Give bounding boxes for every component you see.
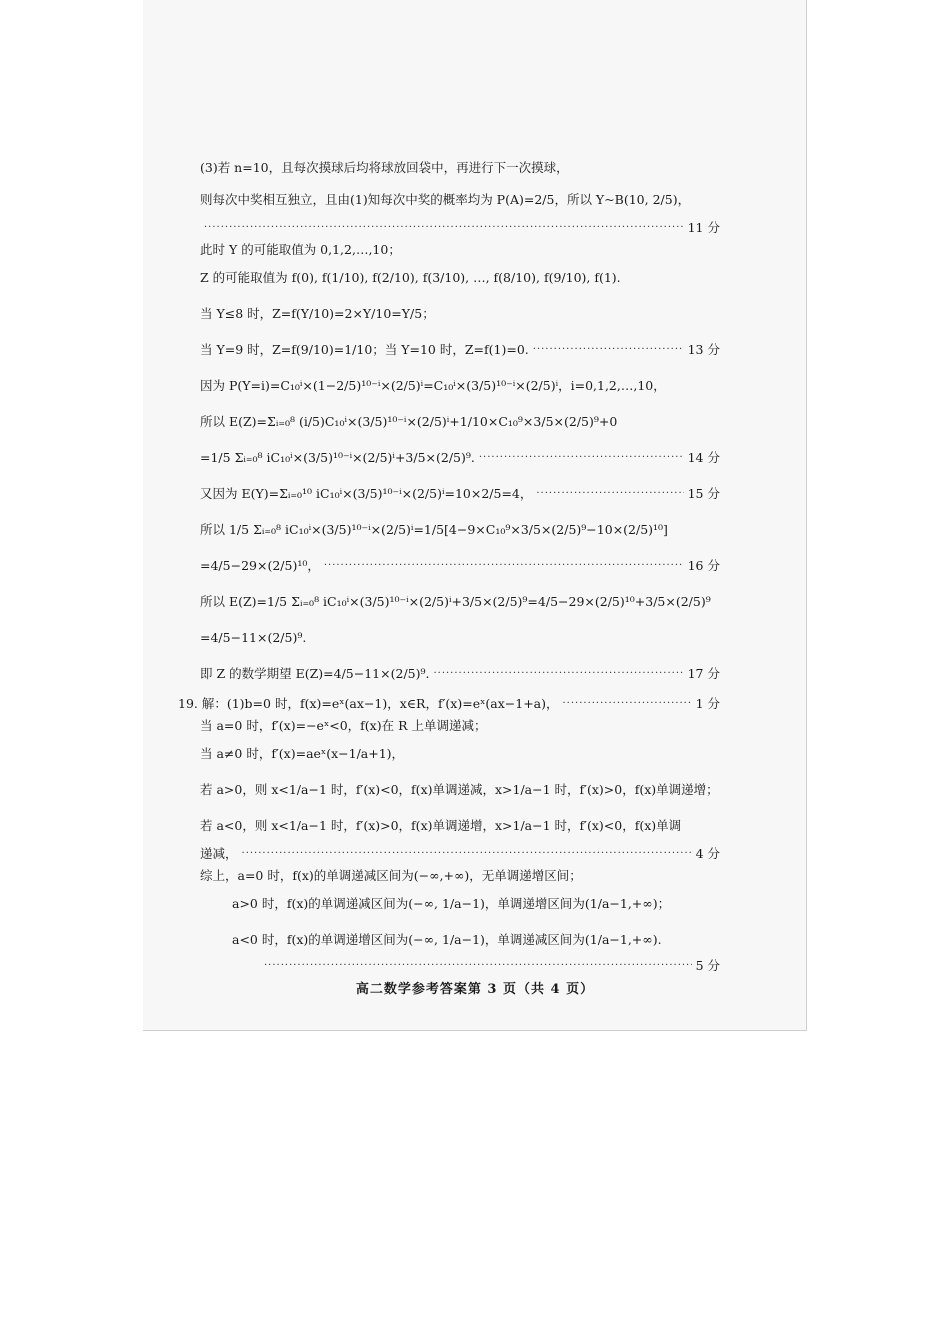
- answer-line: 当 Y≤8 时，Z=f(Y/10)=2×Y/10=Y/5；: [200, 306, 435, 321]
- leader-dots: [479, 448, 684, 468]
- score-label: 1 分: [695, 696, 720, 711]
- leader-dots: [433, 664, 683, 684]
- score-label: 13 分: [687, 342, 720, 357]
- answer-line: 此时 Y 的可能取值为 0,1,2,…,10；: [200, 242, 401, 257]
- answer-line: 则每次中奖相互独立，且由(1)知每次中奖的概率均为 P(A)=2/5，所以 Y~B(10, 2/5)，: [200, 192, 691, 207]
- answer-line: [260, 956, 720, 976]
- answer-line: 所以 E(Z)=1/5 Σᵢ₌₀⁸ iC₁₀ⁱ×(3/5)¹⁰⁻ⁱ×(2/5)ⁱ+3/5×(2/5)⁹=4/5−29×(2/5)¹⁰+3/5×(2/5)⁹: [200, 594, 711, 609]
- answer-line: 即 Z 的数学期望 E(Z)=4/5−11×(2/5)⁹. ····· 17 分: [200, 664, 720, 684]
- score-label: 16 分: [687, 558, 720, 573]
- answer-line: Z 的可能取值为 f(0), f(1/10), f(2/10), f(3/10), …, f(8/10), f(9/10), f(1).: [200, 270, 621, 285]
- leader-dots: [204, 218, 684, 238]
- leader-dots: [563, 694, 692, 714]
- score-label: 14 分: [687, 450, 720, 465]
- answer-line: 综上，a=0 时，f(x)的单调递减区间为(−∞,+∞)，无单调递增区间；: [200, 868, 582, 883]
- leader-dots: [264, 956, 692, 976]
- answer-line: [200, 218, 720, 238]
- leader-dots: [533, 340, 684, 360]
- leader-dots: [324, 556, 684, 576]
- answer-line: =4/5−29×(2/5)¹⁰， ····· 16 分: [200, 556, 720, 576]
- score-label: 15 分: [687, 486, 720, 501]
- answer-line: 若 a>0，则 x<1/a−1 时，f′(x)<0，f(x)单调递减，x>1/a−1 时，f′(x)>0，f(x)单调递增；: [200, 782, 719, 797]
- score-label: 5 分: [695, 958, 720, 973]
- answer-line: 若 a<0，则 x<1/a−1 时，f′(x)>0，f(x)单调递增，x>1/a−1 时，f′(x)<0，f(x)单调: [200, 818, 682, 833]
- answer-line: 又因为 E(Y)=Σᵢ₌₀¹⁰ iC₁₀ⁱ×(3/5)¹⁰⁻ⁱ×(2/5)ⁱ=10×2/5=4， ····· 15 分: [200, 484, 720, 504]
- answer-line: 所以 1/5 Σᵢ₌₀⁸ iC₁₀ⁱ×(3/5)¹⁰⁻ⁱ×(2/5)ⁱ=1/5[4−9×C₁₀⁹×3/5×(2/5)⁹−10×(2/5)¹⁰]: [200, 522, 668, 537]
- score-label: 11 分: [687, 220, 720, 235]
- answer-line: 当 a=0 时，f′(x)=−eˣ<0，f(x)在 R 上单调递减；: [200, 718, 487, 733]
- score-label: 4 分: [695, 846, 720, 861]
- answer-line: (3)若 n=10，且每次摸球后均将球放回袋中，再进行下一次摸球，: [200, 160, 569, 175]
- answer-line: 递减， ····· 4 分: [200, 844, 720, 864]
- score-label: 17 分: [687, 666, 720, 681]
- leader-dots: [536, 484, 683, 504]
- page-footer: 高二数学参考答案第 3 页（共 4 页）: [355, 982, 595, 997]
- answer-line: 当 Y=9 时，Z=f(9/10)=1/10；当 Y=10 时，Z=f(1)=0. ····· 13 分: [200, 340, 720, 360]
- question-19-line: 19. 解：(1)b=0 时，f(x)=eˣ(ax−1)，x∈R，f′(x)=eˣ(ax−1+a)， ····· 1 分: [178, 694, 720, 714]
- answer-line: a>0 时，f(x)的单调递减区间为(−∞, 1/a−1)，单调递增区间为(1/a−1,+∞)；: [232, 896, 671, 911]
- answer-line: 所以 E(Z)=Σᵢ₌₀⁸ (i/5)C₁₀ⁱ×(3/5)¹⁰⁻ⁱ×(2/5)ⁱ+1/10×C₁₀⁹×3/5×(2/5)⁹+0: [200, 414, 618, 429]
- leader-dots: [242, 844, 692, 864]
- answer-line: 因为 P(Y=i)=C₁₀ⁱ×(1−2/5)¹⁰⁻ⁱ×(2/5)ⁱ=C₁₀ⁱ×(3/5)¹⁰⁻ⁱ×(2/5)ⁱ，i=0,1,2,…,10，: [200, 378, 666, 393]
- answer-line: =4/5−11×(2/5)⁹.: [200, 630, 307, 645]
- answer-line: =1/5 Σᵢ₌₀⁸ iC₁₀ⁱ×(3/5)¹⁰⁻ⁱ×(2/5)ⁱ+3/5×(2/5)⁹. ····· 14 分: [200, 448, 720, 468]
- answer-line: 当 a≠0 时，f′(x)=aeˣ(x−1/a+1)，: [200, 746, 405, 761]
- answer-line: a<0 时，f(x)的单调递增区间为(−∞, 1/a−1)，单调递减区间为(1/a−1,+∞).: [232, 932, 662, 947]
